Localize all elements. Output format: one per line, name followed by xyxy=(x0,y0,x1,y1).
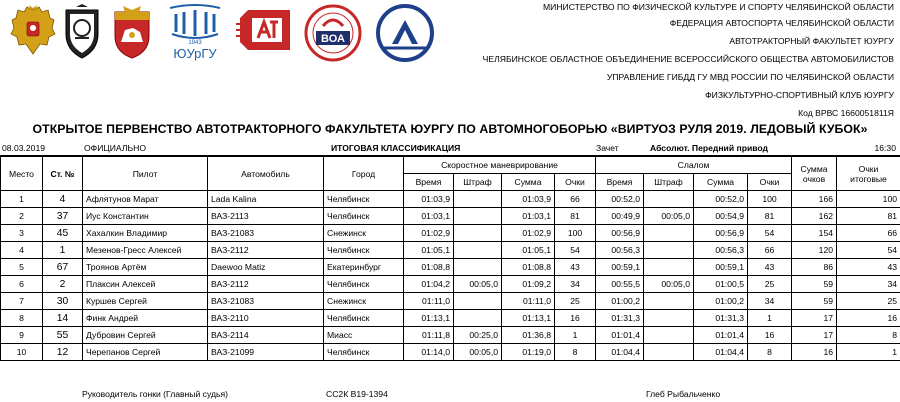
cell-sl-pts: 16 xyxy=(748,327,792,344)
cell-sl-sum: 00:59,1 xyxy=(694,259,748,276)
table-row xyxy=(1,259,900,276)
cell-sl-pen xyxy=(644,259,694,276)
org-line: ФЕДЕРАЦИЯ АВТОСПОРТА ЧЕЛЯБИНСКОЙ ОБЛАСТИ xyxy=(669,18,894,28)
header-number: Ст. № xyxy=(43,157,83,191)
cell-sp-pts: 8 xyxy=(555,344,596,361)
cell-sl-pen: 00:05,0 xyxy=(644,276,694,293)
cell-pilot: Куршев Сергей xyxy=(83,293,208,310)
cell-number: 37 xyxy=(43,208,83,225)
cell-sl-time: 00:52,0 xyxy=(596,191,644,208)
header-final-points xyxy=(837,157,900,191)
cell-final: 16 xyxy=(837,310,900,327)
cell-sl-sum: 00:56,9 xyxy=(694,225,748,242)
header-slalom-sum: Сумма xyxy=(694,174,748,191)
cell-car: Daewoo Matiz xyxy=(208,259,324,276)
cell-sl-pen xyxy=(644,327,694,344)
cell-sp-sum: 01:02,9 xyxy=(502,225,555,242)
cell-final: 43 xyxy=(837,259,900,276)
table-row xyxy=(1,293,900,310)
page-title: ОТКРЫТОЕ ПЕРВЕНСТВО АВТОТРАКТОРНОГО ФАКУЛЬТЕТА ЮУРГУ ПО АВТОМНОГОБОРЬЮ «ВИРТУОЗ РУЛЯ 2019. ЛЕДОВЫЙ КУБОК» xyxy=(32,122,868,136)
info-row xyxy=(0,140,900,156)
cell-car: ВАЗ-2114 xyxy=(208,327,324,344)
cell-total: 59 xyxy=(792,293,837,310)
cell-car: ВАЗ-2112 xyxy=(208,276,324,293)
cell-sl-sum: 01:04,4 xyxy=(694,344,748,361)
standing-value: Абсолют. Передний привод xyxy=(650,143,768,153)
cell-sl-time: 00:55,5 xyxy=(596,276,644,293)
judge-label: Руководитель гонки (Главный судья) xyxy=(82,389,228,399)
cell-pilot: Плаксин Алексей xyxy=(83,276,208,293)
header-speed-group: Скоростное маневрирование xyxy=(404,157,596,174)
cell-place: 6 xyxy=(1,276,43,293)
table-row xyxy=(1,208,900,225)
header-slalom-group: Слалом xyxy=(596,157,792,174)
cell-car: ВАЗ-21083 xyxy=(208,225,324,242)
cell-total: 59 xyxy=(792,276,837,293)
cell-total: 17 xyxy=(792,310,837,327)
cell-car: ВАЗ-21083 xyxy=(208,293,324,310)
sport-federation-shield-icon xyxy=(62,4,102,60)
cell-sp-pts: 34 xyxy=(555,276,596,293)
cell-total: 166 xyxy=(792,191,837,208)
cell-sp-sum: 01:09,2 xyxy=(502,276,555,293)
results-body xyxy=(1,191,900,361)
cell-city: Снежинск xyxy=(324,225,404,242)
cell-final: 100 xyxy=(837,191,900,208)
cell-place: 1 xyxy=(1,191,43,208)
org-line: УПРАВЛЕНИЕ ГИБДД ГУ МВД РОССИИ ПО ЧЕЛЯБИНСКОЙ ОБЛАСТИ xyxy=(606,72,894,82)
cell-sp-pts: 25 xyxy=(555,293,596,310)
logo-strip xyxy=(10,4,455,66)
cell-total: 162 xyxy=(792,208,837,225)
cell-sp-time: 01:04,2 xyxy=(404,276,454,293)
cell-sp-time: 01:11,8 xyxy=(404,327,454,344)
cell-car: Lada Kalina xyxy=(208,191,324,208)
cell-sl-time: 01:31,3 xyxy=(596,310,644,327)
cell-sp-pen xyxy=(454,310,502,327)
judge-name: Глеб Рыбальченко xyxy=(646,389,721,399)
cell-sp-pen xyxy=(454,293,502,310)
cell-sp-pen xyxy=(454,191,502,208)
table-row xyxy=(1,191,900,208)
cell-sl-sum: 01:00,2 xyxy=(694,293,748,310)
cell-sl-pen xyxy=(644,344,694,361)
cell-sl-sum: 00:54,9 xyxy=(694,208,748,225)
judge-license: СС2К В19-1394 xyxy=(326,389,388,399)
susu-year: 1943 xyxy=(188,40,202,46)
cell-sp-time: 01:03,9 xyxy=(404,191,454,208)
cell-total: 86 xyxy=(792,259,837,276)
cell-sl-pts: 43 xyxy=(748,259,792,276)
event-time: 16:30 xyxy=(874,143,896,153)
header-slalom-penalty: Штраф xyxy=(644,174,694,191)
header-place: Место xyxy=(1,157,43,191)
cell-sl-pts: 81 xyxy=(748,208,792,225)
cell-sp-pts: 81 xyxy=(555,208,596,225)
cell-sl-time: 01:01,4 xyxy=(596,327,644,344)
cell-sl-time: 00:49,9 xyxy=(596,208,644,225)
cell-number: 4 xyxy=(43,191,83,208)
cell-sp-pen xyxy=(454,259,502,276)
header-city: Город xyxy=(324,157,404,191)
susu-text: ЮУрГУ xyxy=(173,46,217,61)
cell-final: 8 xyxy=(837,327,900,344)
header-total-points-line2: очков xyxy=(802,173,826,184)
cell-sp-pts: 66 xyxy=(555,191,596,208)
russia-coat-of-arms-icon xyxy=(10,4,56,60)
cell-city: Челябинск xyxy=(324,242,404,259)
cell-number: 30 xyxy=(43,293,83,310)
cell-sl-time: 01:04,4 xyxy=(596,344,644,361)
cell-sp-pen: 00:25,0 xyxy=(454,327,502,344)
cell-car: ВАЗ-21099 xyxy=(208,344,324,361)
cell-pilot: Финк Андрей xyxy=(83,310,208,327)
cell-sl-sum: 01:31,3 xyxy=(694,310,748,327)
org-line: ЧЕЛЯБИНСКОЕ ОБЛАСТНОЕ ОБЪЕДИНЕНИЕ ВСЕРОССИЙСКОГО ОБЩЕСТВА АВТОМОБИЛИСТОВ xyxy=(482,54,894,64)
table-row xyxy=(1,344,900,361)
cell-sp-pts: 54 xyxy=(555,242,596,259)
cell-sp-time: 01:11,0 xyxy=(404,293,454,310)
susu-university-logo-icon xyxy=(160,4,230,62)
table-row xyxy=(1,327,900,344)
org-line: ФИЗКУЛЬТУРНО-СПОРТИВНЫЙ КЛУБ ЮУРГУ xyxy=(705,90,894,100)
cell-sp-sum: 01:03,9 xyxy=(502,191,555,208)
cell-sl-pts: 34 xyxy=(748,293,792,310)
cell-final: 66 xyxy=(837,225,900,242)
cell-sl-pts: 8 xyxy=(748,344,792,361)
cell-sp-time: 01:08,8 xyxy=(404,259,454,276)
cell-sl-time: 00:56,9 xyxy=(596,225,644,242)
cell-sl-time: 00:59,1 xyxy=(596,259,644,276)
cell-sp-pts: 43 xyxy=(555,259,596,276)
cell-car: ВАЗ-2112 xyxy=(208,242,324,259)
cell-sl-pts: 100 xyxy=(748,191,792,208)
cell-number: 12 xyxy=(43,344,83,361)
status-label: ОФИЦИАЛЬНО xyxy=(84,143,147,153)
table-row xyxy=(1,225,900,242)
cell-sp-sum: 01:13,1 xyxy=(502,310,555,327)
cell-city: Челябинск xyxy=(324,344,404,361)
cell-city: Челябинск xyxy=(324,191,404,208)
cell-car: ВАЗ-2110 xyxy=(208,310,324,327)
cell-final: 1 xyxy=(837,344,900,361)
header-speed-penalty: Штраф xyxy=(454,174,502,191)
org-line: МИНИСТЕРСТВО ПО ФИЗИЧЕСКОЙ КУЛЬТУРЕ И СПОРТУ ЧЕЛЯБИНСКОЙ ОБЛАСТИ xyxy=(543,2,894,12)
cell-pilot: Черепанов Сергей xyxy=(83,344,208,361)
chelyabinsk-region-emblem-icon xyxy=(109,4,155,60)
cell-sl-sum: 01:01,4 xyxy=(694,327,748,344)
cell-sp-time: 01:05,1 xyxy=(404,242,454,259)
cell-sp-time: 01:03,1 xyxy=(404,208,454,225)
cell-sp-sum: 01:36,8 xyxy=(502,327,555,344)
standing-label: Зачет xyxy=(596,143,619,153)
cell-total: 154 xyxy=(792,225,837,242)
cell-sl-sum: 01:00,5 xyxy=(694,276,748,293)
cell-city: Миасс xyxy=(324,327,404,344)
voa-text: ВОА xyxy=(321,33,345,45)
cell-sl-pts: 1 xyxy=(748,310,792,327)
cell-city: Снежинск xyxy=(324,293,404,310)
cell-number: 14 xyxy=(43,310,83,327)
registry-code: Код ВРВС 1660051811Я xyxy=(798,108,894,118)
cell-number: 2 xyxy=(43,276,83,293)
cell-sp-pen xyxy=(454,242,502,259)
cell-final: 54 xyxy=(837,242,900,259)
cell-city: Екатеринбург xyxy=(324,259,404,276)
cell-car: ВАЗ-2113 xyxy=(208,208,324,225)
cell-pilot: Троянов Артём xyxy=(83,259,208,276)
org-line: АВТОТРАКТОРНЫЙ ФАКУЛЬТЕТ ЮУРГУ xyxy=(729,36,894,46)
voa-society-logo-icon xyxy=(302,4,364,62)
cell-place: 5 xyxy=(1,259,43,276)
cell-sp-time: 01:02,9 xyxy=(404,225,454,242)
table-row xyxy=(1,242,900,259)
cell-sp-pen: 00:05,0 xyxy=(454,276,502,293)
cell-sp-sum: 01:08,8 xyxy=(502,259,555,276)
cell-sp-pen: 00:05,0 xyxy=(454,344,502,361)
cell-number: 1 xyxy=(43,242,83,259)
cell-total: 16 xyxy=(792,344,837,361)
cell-place: 3 xyxy=(1,225,43,242)
cell-sl-pen xyxy=(644,310,694,327)
cell-sp-sum: 01:05,1 xyxy=(502,242,555,259)
results-table xyxy=(0,156,900,361)
header-speed-time: Время xyxy=(404,174,454,191)
cell-sl-pen xyxy=(644,293,694,310)
table-row xyxy=(1,310,900,327)
cell-place: 10 xyxy=(1,344,43,361)
cell-sp-pts: 100 xyxy=(555,225,596,242)
table-row xyxy=(1,276,900,293)
cell-sl-sum: 00:52,0 xyxy=(694,191,748,208)
header-car: Автомобиль xyxy=(208,157,324,191)
cell-city: Челябинск xyxy=(324,208,404,225)
cell-city: Челябинск xyxy=(324,276,404,293)
cell-sp-pts: 16 xyxy=(555,310,596,327)
header-speed-sum: Сумма xyxy=(502,174,555,191)
header-final-points-line2: итоговые xyxy=(850,173,887,184)
header-final-points-line1: Очки xyxy=(858,163,879,174)
cell-pilot: Иус Константин xyxy=(83,208,208,225)
header-pilot: Пилот xyxy=(83,157,208,191)
cell-sl-pen xyxy=(644,242,694,259)
header-slalom-time: Время xyxy=(596,174,644,191)
cell-number: 67 xyxy=(43,259,83,276)
cell-place: 9 xyxy=(1,327,43,344)
cell-sp-time: 01:14,0 xyxy=(404,344,454,361)
cell-number: 55 xyxy=(43,327,83,344)
cell-city: Челябинск xyxy=(324,310,404,327)
cell-place: 4 xyxy=(1,242,43,259)
header-total-points xyxy=(792,157,837,191)
cell-pilot: Афлятунов Марат xyxy=(83,191,208,208)
cell-sp-sum: 01:11,0 xyxy=(502,293,555,310)
cell-sl-time: 00:56,3 xyxy=(596,242,644,259)
autotractor-faculty-logo-icon xyxy=(236,4,294,60)
cell-number: 45 xyxy=(43,225,83,242)
event-date: 08.03.2019 xyxy=(2,143,46,153)
cell-sp-sum: 01:03,1 xyxy=(502,208,555,225)
cell-sp-time: 01:13,1 xyxy=(404,310,454,327)
cell-final: 34 xyxy=(837,276,900,293)
cell-total: 120 xyxy=(792,242,837,259)
classification-label: ИТОГОВАЯ КЛАССИФИКАЦИЯ xyxy=(331,143,461,153)
header-slalom-points: Очки xyxy=(748,174,792,191)
cell-final: 25 xyxy=(837,293,900,310)
cell-sl-pen xyxy=(644,225,694,242)
gosavtoinspection-logo-icon xyxy=(372,4,438,62)
cell-final: 81 xyxy=(837,208,900,225)
cell-place: 8 xyxy=(1,310,43,327)
cell-sl-sum: 00:56,3 xyxy=(694,242,748,259)
cell-place: 7 xyxy=(1,293,43,310)
cell-sp-pen xyxy=(454,225,502,242)
cell-pilot: Мезенов-Гресс Алексей xyxy=(83,242,208,259)
cell-pilot: Дубровин Сергей xyxy=(83,327,208,344)
cell-pilot: Хахалкин Владимир xyxy=(83,225,208,242)
cell-sl-time: 01:00,2 xyxy=(596,293,644,310)
cell-sl-pts: 66 xyxy=(748,242,792,259)
cell-sl-pen: 00:05,0 xyxy=(644,208,694,225)
header-total-points-line1: Сумма xyxy=(800,163,828,174)
cell-sl-pts: 54 xyxy=(748,225,792,242)
header-speed-points: Очки xyxy=(555,174,596,191)
cell-place: 2 xyxy=(1,208,43,225)
cell-total: 17 xyxy=(792,327,837,344)
cell-sp-pts: 1 xyxy=(555,327,596,344)
cell-sl-pen xyxy=(644,191,694,208)
cell-sl-pts: 25 xyxy=(748,276,792,293)
cell-sp-sum: 01:19,0 xyxy=(502,344,555,361)
cell-sp-pen xyxy=(454,208,502,225)
